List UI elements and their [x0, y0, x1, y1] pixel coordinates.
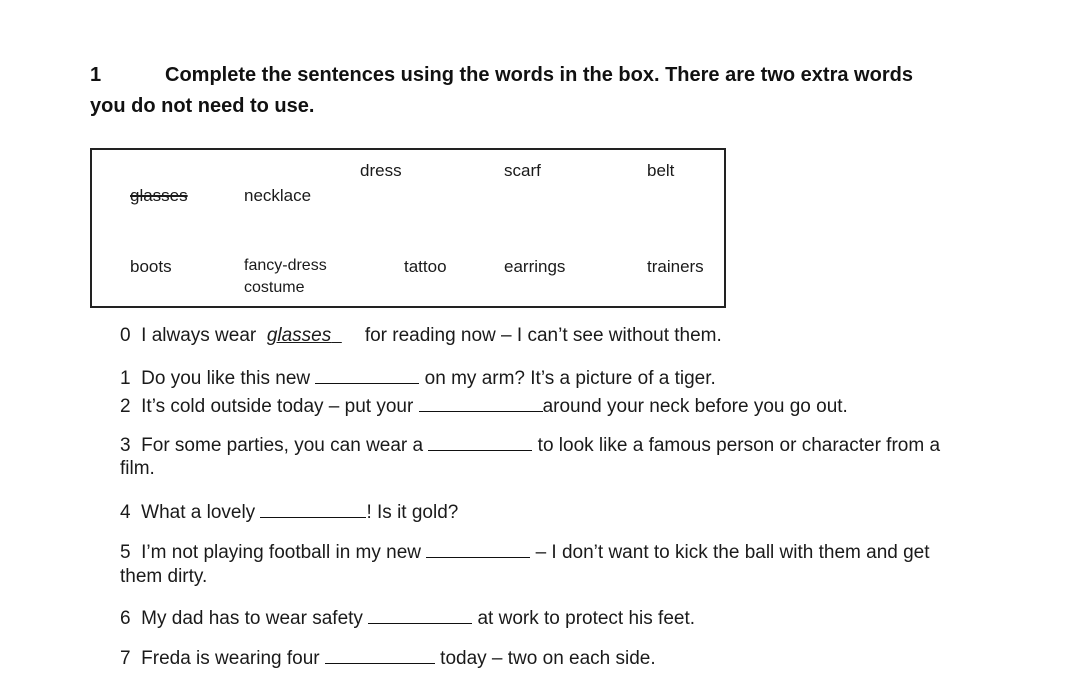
answer-blank[interactable] — [315, 365, 419, 384]
sentence-number: 4 — [120, 502, 131, 523]
answer-blank[interactable] — [260, 499, 366, 518]
word-fancy-dress: fancy-dress — [244, 257, 327, 274]
word-trainers: trainers — [647, 257, 704, 276]
sentence-number: 1 — [120, 368, 131, 389]
word-glasses-crossed-out: glasses — [130, 186, 188, 205]
word-tattoo: tattoo — [404, 257, 447, 276]
sentence-text-after: – I don’t want to kick the ball with them and get — [535, 542, 930, 563]
sentence-text-after: around your neck before you go out. — [542, 396, 848, 417]
answer-blank[interactable] — [325, 645, 435, 664]
sentence-text-after: today – two on each side. — [440, 648, 656, 669]
word-boots: boots — [130, 257, 172, 276]
sentence-text-before: It’s cold outside today – put your — [141, 396, 414, 417]
word-belt: belt — [647, 161, 675, 180]
word-scarf: scarf — [504, 161, 541, 180]
sentence-text-before: What a lovely — [141, 502, 256, 523]
sentence-text-after: on my arm? It’s a picture of a tiger. — [424, 368, 716, 389]
sentence-3 — [120, 432, 940, 457]
word-necklace: necklace — [244, 186, 312, 205]
sentence-text-after: at work to protect his feet. — [477, 608, 696, 629]
sentence-2 — [120, 393, 848, 418]
sentence-text-before: Do you like this new — [141, 368, 311, 389]
sentence-number: 3 — [120, 435, 131, 456]
sentence-5 — [120, 539, 930, 564]
sentence-text-before: Freda is wearing four — [141, 648, 320, 669]
sentence-number: 6 — [120, 608, 131, 629]
word-box — [90, 148, 726, 308]
word-dress: dress — [360, 161, 402, 180]
sentence-1 — [120, 365, 716, 390]
sentence-3-continued: film. — [120, 458, 155, 479]
sentence-text-before: For some parties, you can wear a — [141, 435, 424, 456]
sentence-text-after: ! Is it gold? — [366, 502, 459, 523]
sentence-number: 2 — [120, 396, 131, 417]
word-costume: costume — [244, 279, 305, 296]
answer-example: glasses — [266, 325, 332, 346]
answer-blank[interactable] — [426, 539, 530, 558]
sentence-number: 7 — [120, 648, 131, 669]
exercise-number: 1 — [90, 64, 102, 86]
sentence-text-before: I always wear — [141, 325, 257, 346]
sentence-4 — [120, 499, 458, 524]
sentence-text-after: to look like a famous person or character from a — [537, 435, 941, 456]
sentence-0 — [120, 325, 722, 347]
sentence-7 — [120, 645, 656, 670]
sentence-text-before: My dad has to wear safety — [141, 608, 363, 629]
answer-blank[interactable] — [419, 393, 543, 412]
sentence-text-before: I’m not playing football in my new — [141, 542, 422, 563]
word-earrings: earrings — [504, 257, 566, 276]
instruction-line-1: Complete the sentences using the words in the box. There are two extra words — [165, 64, 913, 86]
sentence-number: 0 — [120, 325, 131, 346]
answer-blank[interactable] — [428, 432, 532, 451]
sentence-number: 5 — [120, 542, 131, 563]
sentence-text-after: for reading now – I can’t see without them. — [364, 325, 722, 346]
instruction-line-2: you do not need to use. — [90, 95, 315, 117]
answer-blank[interactable] — [368, 605, 472, 624]
sentence-6 — [120, 605, 695, 630]
sentence-5-continued: them dirty. — [120, 566, 208, 587]
